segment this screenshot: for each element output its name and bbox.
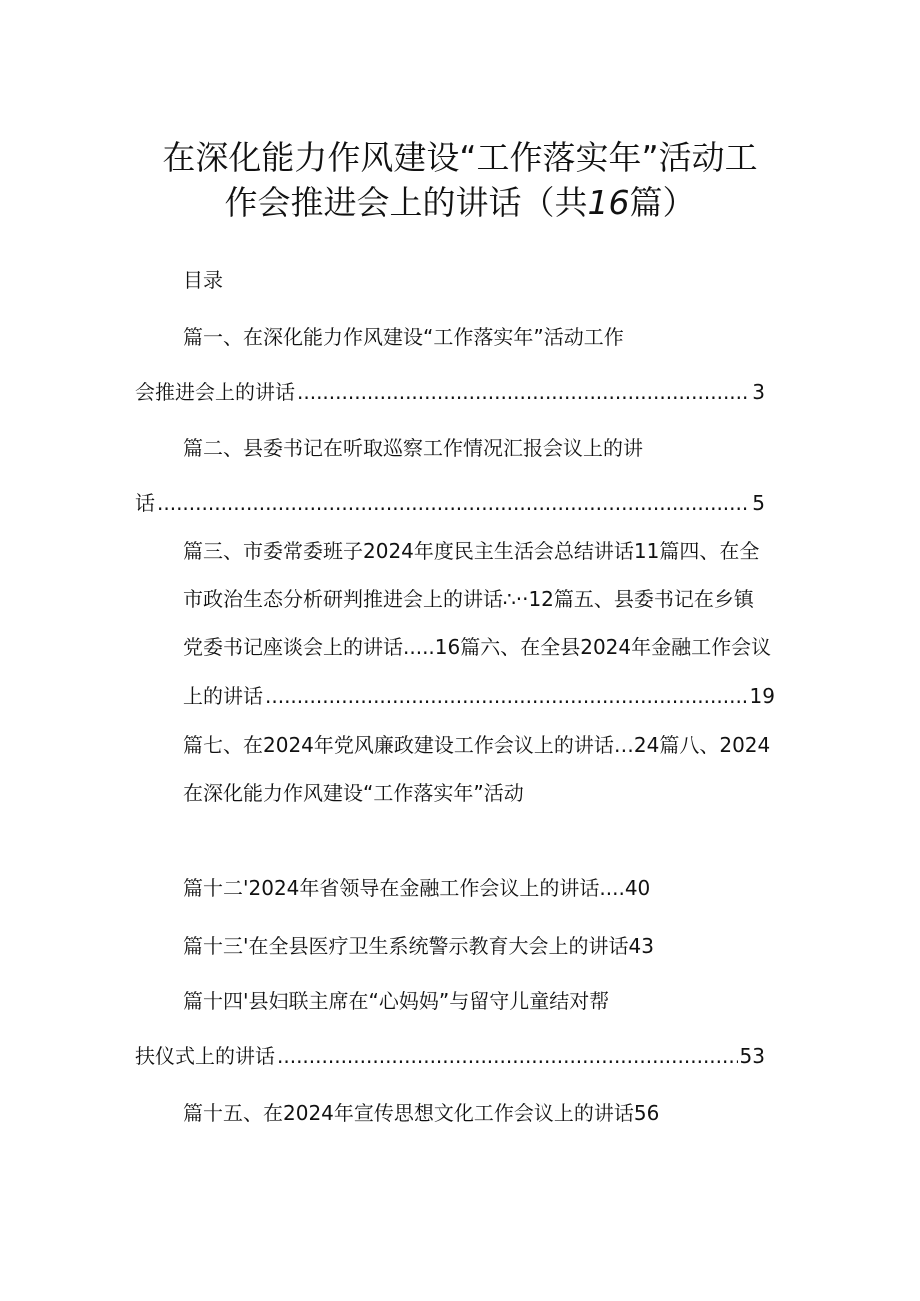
toc-entry-13[interactable]: 篇十三'在全县医疗卫生系统警示教育大会上的讲话43 — [183, 934, 654, 958]
toc-entry-2-cont[interactable] — [135, 489, 765, 517]
toc-entry-6-cont[interactable] — [183, 682, 775, 710]
toc-entry-14-cont[interactable] — [135, 1042, 765, 1070]
dot-leader — [277, 1042, 738, 1070]
toc-entry-3[interactable]: 篇三、市委常委班子2024年度民主生活会总结讲话11篇四、在全 — [183, 539, 760, 563]
toc-entry-1-cont[interactable] — [135, 378, 765, 406]
toc-entry-15[interactable]: 篇十五、在2024年宣传思想文化工作会议上的讲话56 — [183, 1101, 660, 1125]
toc-entry-14[interactable]: 篇十四'县妇联主席在“心妈妈”与留守儿童结对帮 — [183, 989, 610, 1013]
title-suffix: 篇） — [629, 183, 696, 222]
toc-entry-1[interactable]: 篇一、在深化能力作风建设“工作落实年”活动工作 — [183, 325, 624, 349]
toc-page-number: 53 — [739, 1044, 765, 1068]
toc-heading: 目录 — [183, 268, 223, 292]
toc-page-number: 5 — [752, 491, 765, 515]
toc-entry-text: 扶仪式上的讲话 — [135, 1044, 275, 1068]
toc-page-number: 19 — [749, 684, 775, 708]
toc-entry-12[interactable]: 篇十二'2024年省领导在金融工作会议上的讲话....40 — [183, 876, 651, 900]
document-title-line-2 — [60, 182, 860, 224]
toc-page-number: 3 — [752, 380, 765, 404]
toc-entry-text: 上的讲话 — [183, 684, 263, 708]
document-title-line-1: 在深化能力作风建设“工作落实年”活动工 — [162, 138, 758, 177]
toc-entry-7[interactable]: 篇七、在2024年党风廉政建设工作会议上的讲话…24篇八、2024 — [183, 733, 771, 757]
dot-leader — [297, 378, 750, 406]
toc-entry-2[interactable]: 篇二、县委书记在听取巡察工作情况汇报会议上的讲 — [183, 436, 643, 460]
toc-entry-8[interactable]: 在深化能力作风建设“工作落实年”活动 — [183, 781, 524, 805]
dot-leader — [157, 489, 750, 517]
toc-entry-text: 会推进会上的讲话 — [135, 380, 295, 404]
dot-leader — [265, 682, 748, 710]
title-prefix: 作会推进会上的讲话（共 — [224, 183, 588, 222]
toc-entry-text: 话 — [135, 491, 155, 515]
title-count: 16 — [587, 183, 630, 222]
toc-entry-4[interactable]: 市政治生态分析研判推进会上的讲话∴··12篇五、县委书记在乡镇 — [183, 587, 754, 611]
toc-entry-5[interactable]: 党委书记座谈会上的讲话.....16篇六、在全县2024年金融工作会议 — [183, 635, 772, 659]
